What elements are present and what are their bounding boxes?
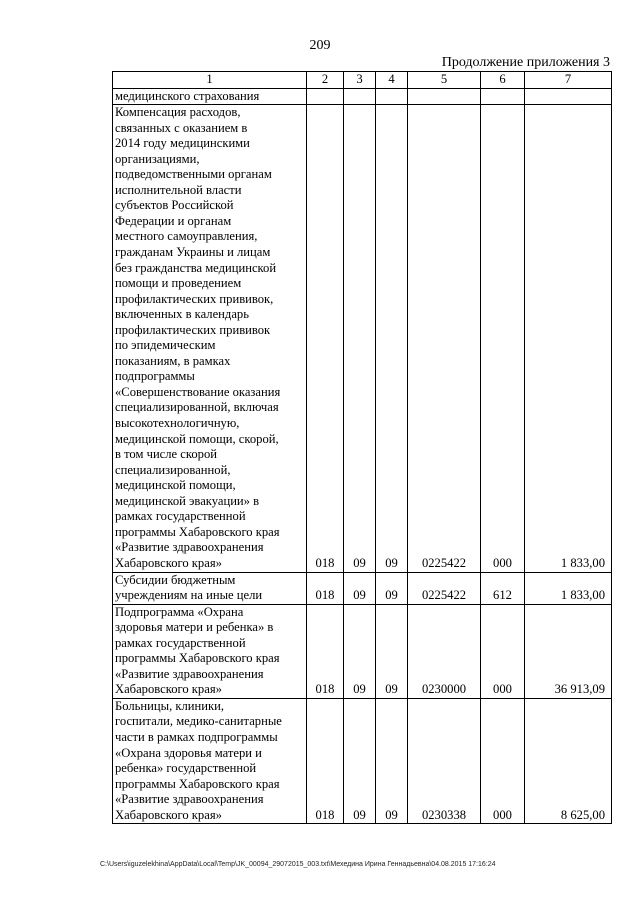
table-row [113,88,612,105]
table-row [113,604,612,698]
row-target-code: 0225422 [408,572,481,604]
continuation-label: Продолжение приложения 3 [441,55,610,70]
row-ministry-code: 018 [307,572,344,604]
column-header: 3 [344,72,376,89]
column-header: 6 [481,72,525,89]
row-subsection-code: 09 [376,698,408,823]
column-header: 1 [113,72,307,89]
file-path-footer: C:\Users\iguzelekhina\AppData\Local\Temp\JK_00094_29072015_003.txt\Мехедина Ирина Геннадьевна\04.08.2015 17:16:24 [100,861,496,868]
row-expense-type: 000 [481,604,525,698]
table-row [113,572,612,604]
row-ministry-code: 018 [307,698,344,823]
row-subsection-code: 09 [376,604,408,698]
table-row [113,105,612,572]
table-header-row [113,72,612,89]
row-name: Субсидии бюджетным учреждениям на иные цели [113,572,307,604]
row-target-code: 0225422 [408,105,481,572]
column-header: 5 [408,72,481,89]
row-section-code: 09 [344,572,376,604]
row-amount: 8 625,00 [525,698,612,823]
row-section-code [344,88,376,105]
column-header: 4 [376,72,408,89]
row-target-code [408,88,481,105]
row-expense-type [481,88,525,105]
column-header: 7 [525,72,612,89]
row-name: Подпрограмма «Охрана здоровья матери и ребенка» в рамках государственной программы Хабаровского края «Развитие здравоохранения Хабаровского края» [113,604,307,698]
budget-table [112,71,612,824]
row-ministry-code: 018 [307,105,344,572]
row-section-code: 09 [344,105,376,572]
row-name: медицинского страхования [113,88,307,105]
row-amount: 36 913,09 [525,604,612,698]
row-ministry-code: 018 [307,604,344,698]
row-expense-type: 000 [481,698,525,823]
row-expense-type: 000 [481,105,525,572]
row-expense-type: 612 [481,572,525,604]
row-target-code: 0230000 [408,604,481,698]
row-ministry-code [307,88,344,105]
row-section-code: 09 [344,698,376,823]
column-header: 2 [307,72,344,89]
row-subsection-code: 09 [376,105,408,572]
row-name: Компенсация расходов, связанных с оказанием в 2014 году медицинскими организациями, подведомственными органам исполнительной власти субъектов Российской Федерации и органам местного самоуправления, гражданам Украины и лицам без гражданства медицинской помощи и проведением профилактических прививок, включенных в календарь профилактических прививок по эпидемическим показаниям, в рамках подпрограммы «Совершенствование оказания специализированной, включая высокотехнологичную, медицинской помощи, скорой, в том числе скорой специализированной, медицинской помощи, медицинской эвакуации» в рамках государственной программы Хабаровского края «Развитие здравоохранения Хабаровского края» [113,105,307,572]
row-section-code: 09 [344,604,376,698]
table-row [113,698,612,823]
page-number: 209 [309,38,331,53]
row-amount: 1 833,00 [525,105,612,572]
row-name: Больницы, клиники, госпитали, медико-санитарные части в рамках подпрограммы «Охрана здоровья матери и ребенка» государственной программы Хабаровского края «Развитие здравоохранения Хабаровского края» [113,698,307,823]
row-subsection-code: 09 [376,572,408,604]
row-subsection-code [376,88,408,105]
row-amount: 1 833,00 [525,572,612,604]
row-amount [525,88,612,105]
row-target-code: 0230338 [408,698,481,823]
